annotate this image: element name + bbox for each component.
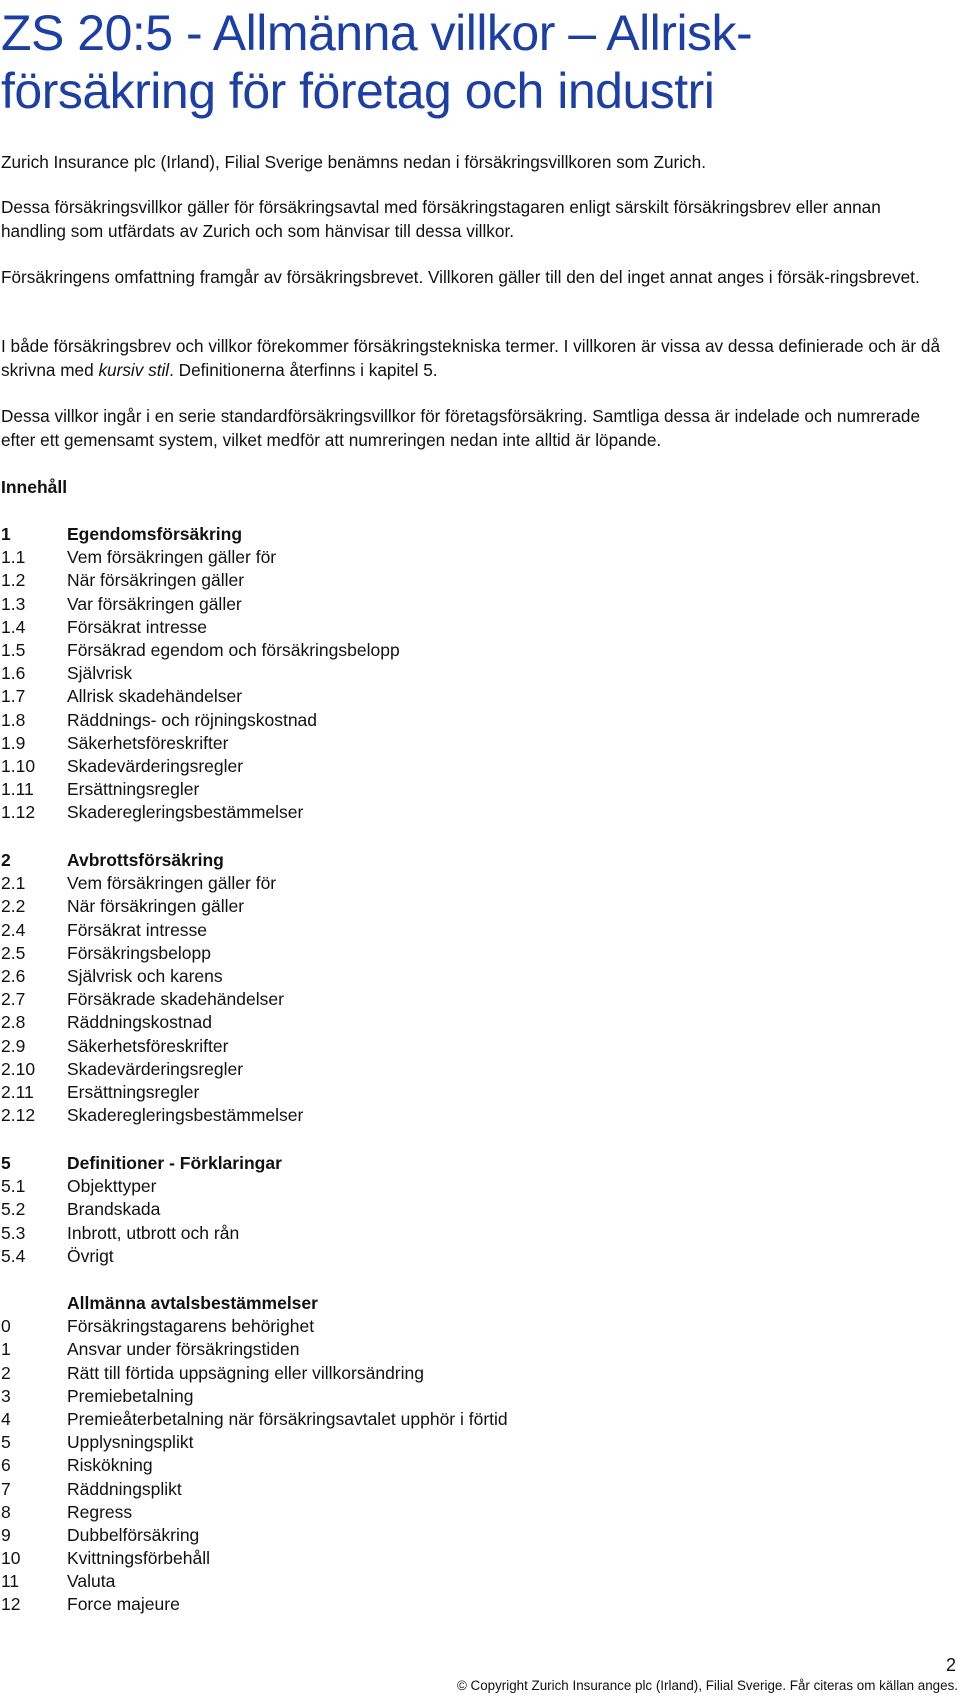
toc-item bbox=[1, 778, 701, 801]
toc-item-number: 5.1 bbox=[1, 1176, 26, 1197]
toc-item-label: Inbrott, utbrott och rån bbox=[67, 1222, 240, 1243]
terms-text-end: . Definitionerna återfinns i kapitel 5. bbox=[169, 360, 438, 380]
toc-item-number: 2.5 bbox=[1, 942, 26, 963]
toc-item-label: Självrisk och karens bbox=[67, 965, 223, 986]
toc-item bbox=[1, 1198, 701, 1221]
toc-section-title: Egendomsförsäkring bbox=[67, 524, 243, 544]
toc-item bbox=[1, 1104, 701, 1127]
toc-item bbox=[1, 1454, 701, 1477]
toc-item-label: Valuta bbox=[67, 1571, 116, 1592]
toc-item bbox=[1, 1524, 701, 1547]
toc-item-number: 1 bbox=[1, 1339, 11, 1360]
toc-item-label: När försäkringen gäller bbox=[67, 896, 245, 917]
toc-item-label: Skadevärderingsregler bbox=[67, 755, 244, 776]
toc-item-number: 1.11 bbox=[1, 779, 34, 800]
toc-item-label: Dubbelförsäkring bbox=[67, 1524, 200, 1545]
toc-item-number: 1.2 bbox=[1, 570, 26, 591]
toc-item bbox=[1, 709, 701, 732]
toc-item bbox=[1, 1222, 701, 1245]
toc-item-label: Allrisk skadehändelser bbox=[67, 686, 243, 707]
toc-item-label: När försäkringen gäller bbox=[67, 570, 245, 591]
toc-item-number: 2.4 bbox=[1, 919, 26, 940]
toc-item bbox=[1, 1081, 701, 1104]
toc-item bbox=[1, 1245, 701, 1268]
copyright-footer: © Copyright Zurich Insurance plc (Irland), Filial Sverige. Får citeras om källan anges. bbox=[456, 1678, 958, 1693]
toc-item-label: Objekttyper bbox=[67, 1176, 157, 1197]
toc-item-number: 2.6 bbox=[1, 965, 26, 986]
toc-item bbox=[1, 1035, 701, 1058]
toc-item-label: Försäkringsbelopp bbox=[67, 942, 211, 963]
toc-item-label: Ersättningsregler bbox=[67, 1081, 200, 1102]
toc-item-number: 1.8 bbox=[1, 709, 26, 730]
toc-item-number: 6 bbox=[1, 1455, 11, 1476]
toc-section-header bbox=[1, 1152, 701, 1175]
toc-item-number: 9 bbox=[1, 1524, 11, 1545]
toc-heading: Innehåll bbox=[1, 477, 68, 497]
toc-item bbox=[1, 1011, 701, 1034]
terms-italic-text: kursiv stil bbox=[98, 360, 170, 380]
toc-item-number: 1.9 bbox=[1, 732, 26, 753]
toc-item-label: Var försäkringen gäller bbox=[67, 593, 242, 614]
toc-item-label: Försäkrade skadehändelser bbox=[67, 989, 284, 1010]
series-paragraph: Dessa villkor ingår i en serie standardförsäkringsvillkor för företagsförsäkring. Samtliga dessa är indelade och numrerade efter ett gemensamt system, vilket medför att numreringen nedan inte alltid är löpande. bbox=[1, 406, 921, 450]
toc-item bbox=[1, 1408, 701, 1431]
toc-section-header bbox=[1, 523, 701, 546]
toc-item-number: 1.10 bbox=[1, 755, 36, 776]
toc-section-number bbox=[1, 1292, 67, 1315]
scope-paragraph: Dessa försäkringsvillkor gäller för försäkringsavtal med försäkringstagaren enligt särskilt försäkringsbrev eller annan handling som utfärdats av Zurich och som hänvisar till dessa villkor. bbox=[1, 197, 881, 241]
toc-item-number: 7 bbox=[1, 1478, 11, 1499]
toc-item-label: Skaderegleringsbestämmelser bbox=[67, 802, 304, 823]
toc-item-number: 2.12 bbox=[1, 1105, 36, 1126]
toc-item-label: Premiebetalning bbox=[67, 1385, 194, 1406]
toc-item-label: Kvittningsförbehåll bbox=[67, 1548, 210, 1569]
toc-item-label: Riskökning bbox=[67, 1455, 153, 1476]
toc-item-number: 4 bbox=[1, 1408, 11, 1429]
toc-item-number: 5 bbox=[1, 1432, 11, 1453]
toc-item-number: 2.2 bbox=[1, 896, 26, 917]
toc-item-number: 2.10 bbox=[1, 1058, 36, 1079]
toc-item-number: 11 bbox=[1, 1571, 20, 1592]
toc-item-label: Skaderegleringsbestämmelser bbox=[67, 1105, 304, 1126]
toc-item-number: 1.12 bbox=[1, 802, 36, 823]
toc-item-number: 5.3 bbox=[1, 1222, 26, 1243]
toc-section-title: Avbrottsförsäkring bbox=[67, 850, 224, 870]
toc-section-title: Allmänna avtalsbestämmelser bbox=[67, 1293, 318, 1313]
toc-item bbox=[1, 801, 701, 824]
toc-item-label: Övrigt bbox=[67, 1245, 114, 1266]
toc-item-number: 3 bbox=[1, 1385, 11, 1406]
toc-item-label: Force majeure bbox=[67, 1594, 180, 1615]
toc-item-number: 5.4 bbox=[1, 1245, 26, 1266]
toc-item-label: Säkerhetsföreskrifter bbox=[67, 1035, 229, 1056]
toc-item-label: Vem försäkringen gäller för bbox=[67, 547, 277, 568]
toc-item-number: 0 bbox=[1, 1316, 11, 1337]
toc-section-number: 1 bbox=[1, 524, 11, 544]
toc-item bbox=[1, 1338, 701, 1361]
toc-item-number: 1.3 bbox=[1, 593, 26, 614]
toc-item-number: 2.1 bbox=[1, 873, 26, 894]
toc-item-number: 1.7 bbox=[1, 686, 26, 707]
toc-section-header bbox=[1, 1292, 701, 1315]
toc-item bbox=[1, 919, 701, 942]
coverage-paragraph: Försäkringens omfattning framgår av försäkringsbrevet. Villkoren gäller till den del inget annat anges i försäk-ringsbrevet. bbox=[1, 267, 920, 287]
toc-section-5 bbox=[1, 1152, 701, 1268]
toc-item-number: 8 bbox=[1, 1501, 11, 1522]
toc-item-number: 2.9 bbox=[1, 1035, 26, 1056]
toc-item bbox=[1, 1547, 701, 1570]
toc-item bbox=[1, 1431, 701, 1454]
toc-item bbox=[1, 593, 701, 616]
document-title: ZS 20:5 - Allmänna villkor – Allrisk-försäkring för företag och industri bbox=[1, 5, 753, 119]
toc-item-label: Regress bbox=[67, 1501, 133, 1522]
toc-item-label: Försäkrat intresse bbox=[67, 919, 208, 940]
toc-item bbox=[1, 1478, 701, 1501]
toc-section-header bbox=[1, 849, 701, 872]
toc-item bbox=[1, 546, 701, 569]
toc-item bbox=[1, 988, 701, 1011]
toc-item-label: Säkerhetsföreskrifter bbox=[67, 732, 229, 753]
toc-item bbox=[1, 872, 701, 895]
toc-item-label: Räddnings- och röjningskostnad bbox=[67, 709, 318, 730]
toc-item-label: Ansvar under försäkringstiden bbox=[67, 1339, 300, 1360]
toc-item bbox=[1, 1362, 701, 1385]
toc-item-label: Räddningskostnad bbox=[67, 1012, 212, 1033]
toc-item bbox=[1, 1570, 701, 1593]
toc-item-number: 2.8 bbox=[1, 1012, 26, 1033]
toc-item-label: Räddningsplikt bbox=[67, 1478, 182, 1499]
toc-item bbox=[1, 1501, 701, 1524]
toc-section-1 bbox=[1, 523, 701, 824]
toc-item-label: Försäkringstagarens behörighet bbox=[67, 1316, 315, 1337]
toc-section-general-terms bbox=[1, 1292, 701, 1617]
toc-item bbox=[1, 1058, 701, 1081]
toc-item bbox=[1, 1175, 701, 1198]
toc-item-number: 2 bbox=[1, 1362, 11, 1383]
toc-item-number: 1.5 bbox=[1, 639, 26, 660]
toc-item-label: Brandskada bbox=[67, 1199, 161, 1220]
toc-item bbox=[1, 755, 701, 778]
toc-item bbox=[1, 1593, 701, 1616]
toc-item bbox=[1, 616, 701, 639]
toc-section-number: 2 bbox=[1, 850, 11, 870]
toc-item-number: 2.11 bbox=[1, 1081, 34, 1102]
toc-section-title: Definitioner - Förklaringar bbox=[67, 1153, 282, 1173]
toc-item-label: Ersättningsregler bbox=[67, 779, 200, 800]
toc-item bbox=[1, 942, 701, 965]
terms-text-start: I både försäkringsbrev och villkor förekommer försäkringstekniska termer. I villkoren är vissa av dessa definierade och är då skrivna med bbox=[1, 336, 941, 380]
page-number: 2 bbox=[945, 1655, 956, 1675]
toc-item-number: 1.1 bbox=[1, 547, 26, 568]
toc-item-label: Försäkrat intresse bbox=[67, 616, 208, 637]
toc-item-label: Rätt till förtida uppsägning eller villkorsändring bbox=[67, 1362, 424, 1383]
toc-section-2 bbox=[1, 849, 701, 1127]
toc-item-label: Försäkrad egendom och försäkringsbelopp bbox=[67, 639, 400, 660]
toc-item-number: 10 bbox=[1, 1548, 21, 1569]
toc-item bbox=[1, 965, 701, 988]
toc-item bbox=[1, 662, 701, 685]
toc-item-label: Upplysningsplikt bbox=[67, 1432, 194, 1453]
toc-item-number: 5.2 bbox=[1, 1199, 26, 1220]
toc-item-number: 12 bbox=[1, 1594, 21, 1615]
toc-item-label: Premieåterbetalning när försäkringsavtalet upphör i förtid bbox=[67, 1408, 508, 1429]
intro-paragraph: Zurich Insurance plc (Irland), Filial Sverige benämns nedan i försäkringsvillkoren som Zurich. bbox=[1, 152, 706, 172]
toc-item bbox=[1, 685, 701, 708]
toc-item-label: Vem försäkringen gäller för bbox=[67, 873, 277, 894]
toc-item-number: 1.4 bbox=[1, 616, 26, 637]
toc-item bbox=[1, 1385, 701, 1408]
toc-item bbox=[1, 732, 701, 755]
terms-paragraph bbox=[1, 334, 946, 382]
toc-section-number: 5 bbox=[1, 1153, 11, 1173]
toc-item bbox=[1, 639, 701, 662]
toc-item-label: Skadevärderingsregler bbox=[67, 1058, 244, 1079]
toc-item-label: Självrisk bbox=[67, 663, 133, 684]
toc-item-number: 1.6 bbox=[1, 663, 26, 684]
toc-item bbox=[1, 569, 701, 592]
toc-item-number: 2.7 bbox=[1, 989, 26, 1010]
toc-item bbox=[1, 1315, 701, 1338]
toc-item bbox=[1, 895, 701, 918]
